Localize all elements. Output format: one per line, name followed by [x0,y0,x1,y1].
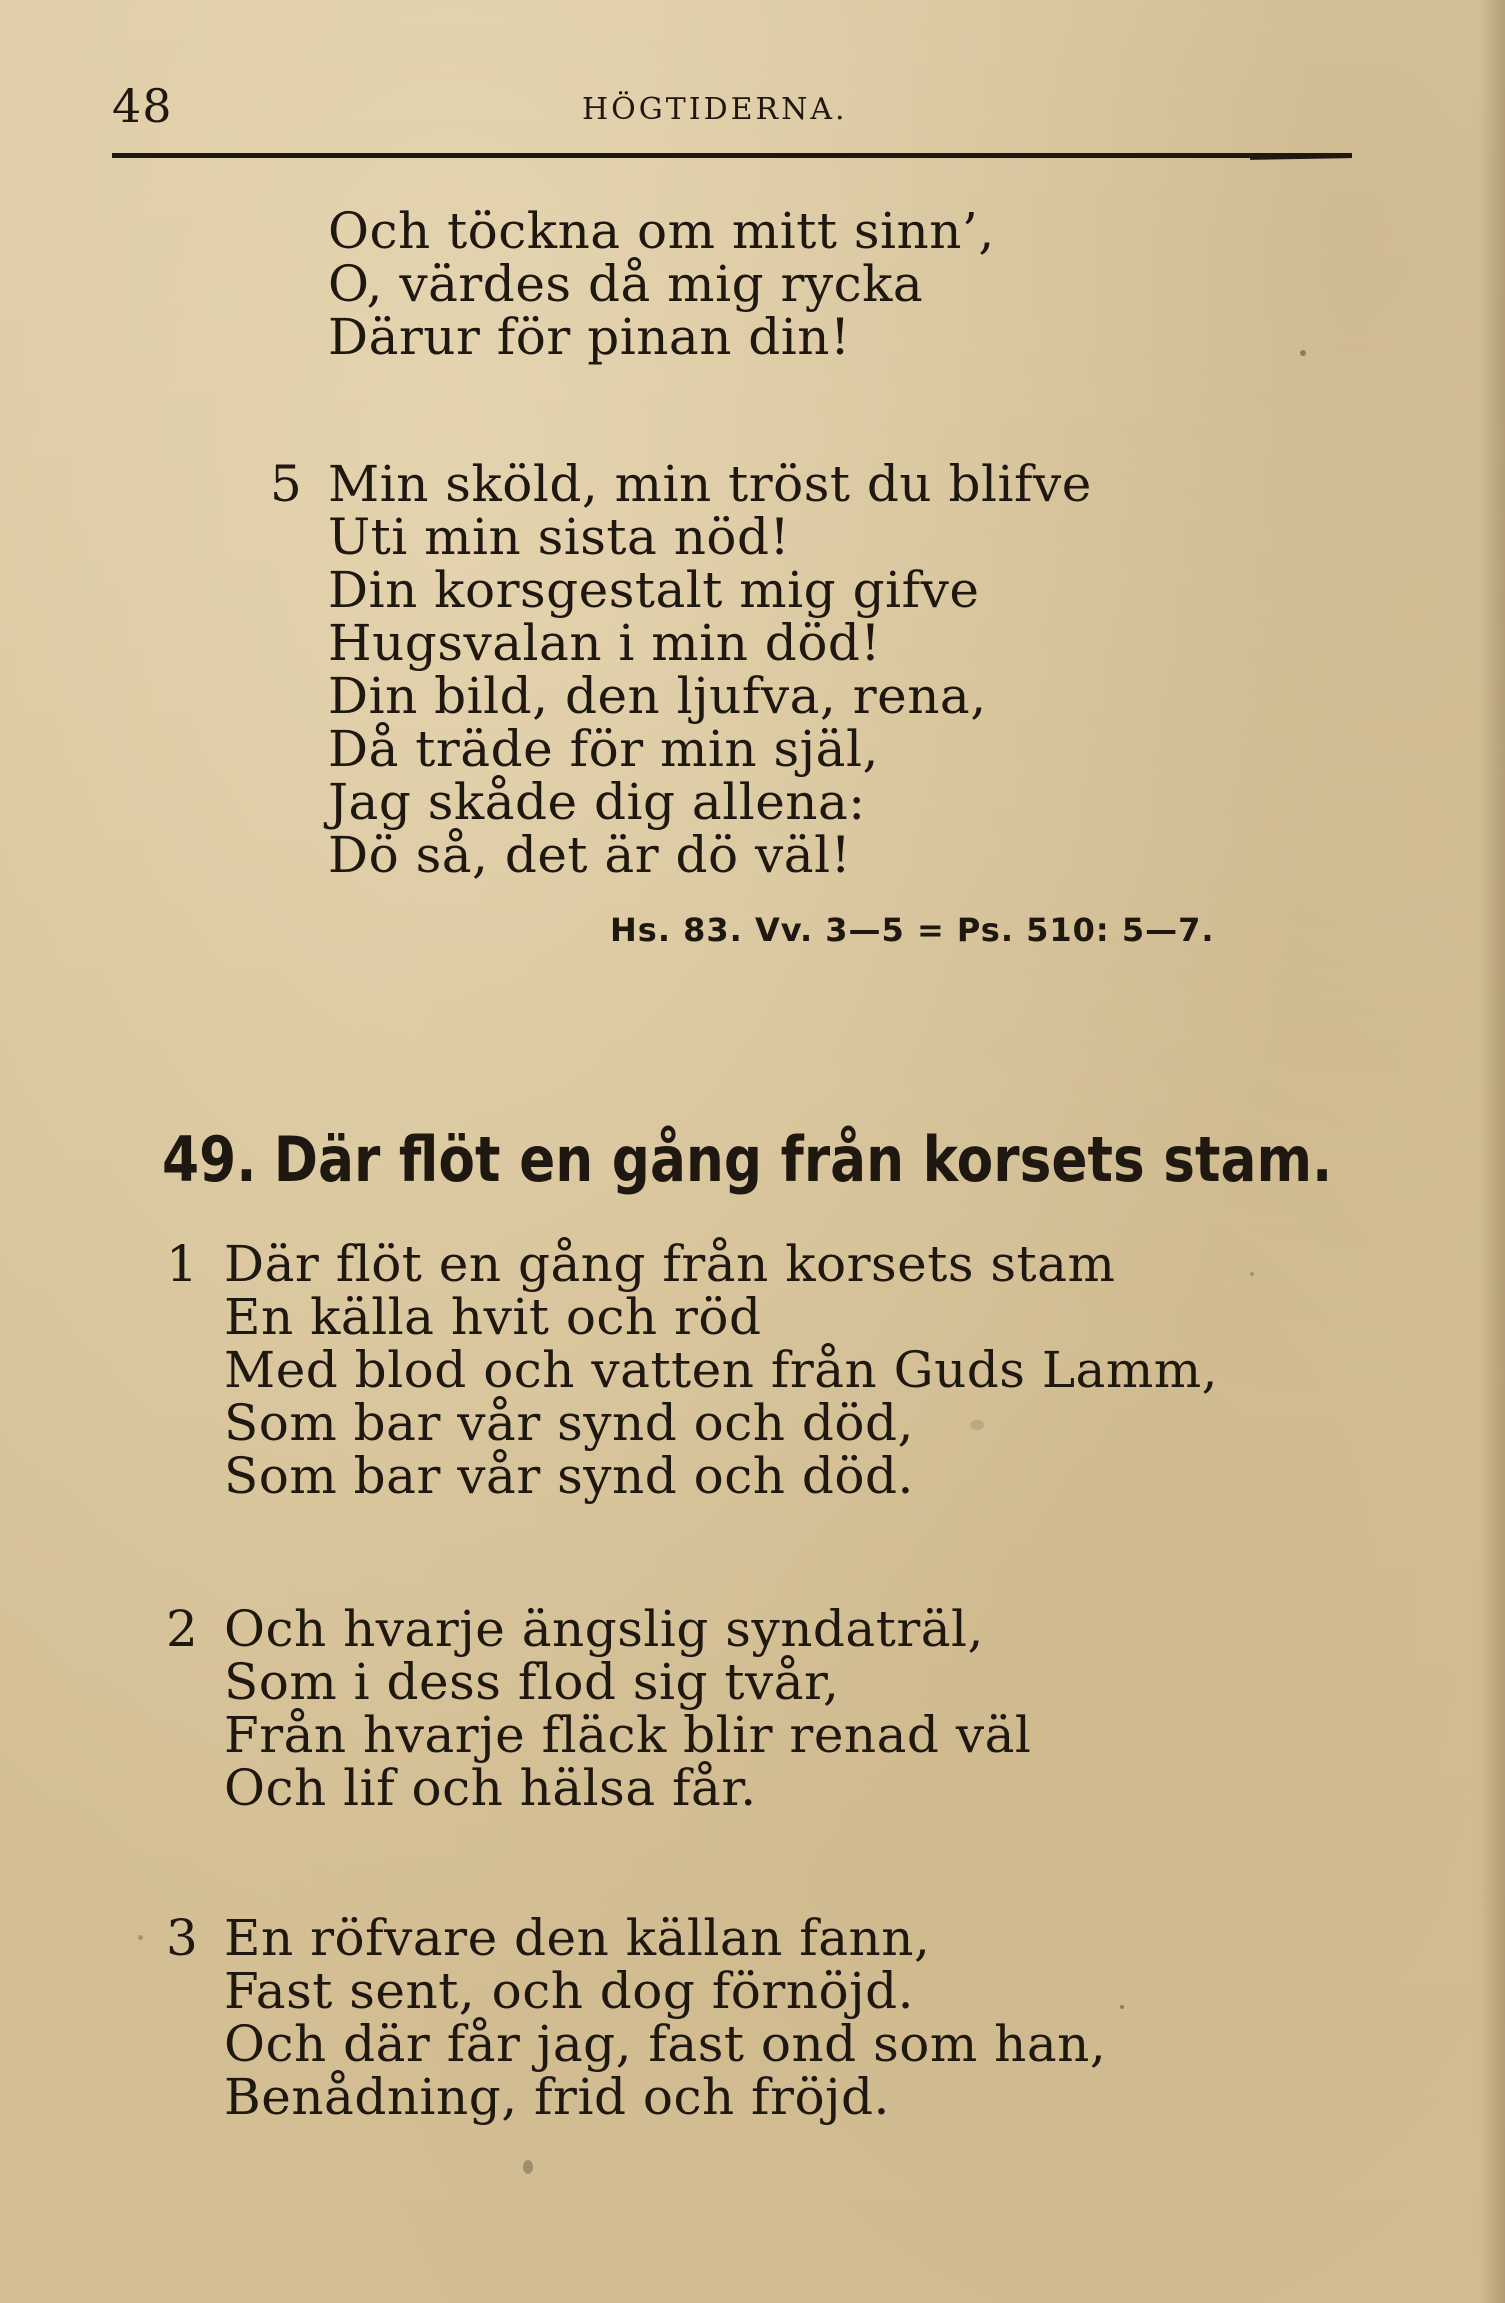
hymn-title [162,1122,1332,1198]
stanza-number: 2 [166,1600,199,1658]
verse-line: Din korsgestalt mig gifve [328,561,980,619]
stanza-number: 1 [166,1235,199,1293]
verse-line: Och hvarje ängslig syndaträl, [224,1600,984,1658]
verse-line: Uti min sista nöd! [328,508,791,566]
verse-line: Där flöt en gång från korsets stam [224,1235,1116,1293]
verse-line: En röfvare den källan fann, [224,1909,931,1967]
hymn-reference: Hs. 83. Vv. 3—5 = Ps. 510: 5—7. [610,911,1215,949]
paper-speck [138,1935,143,1940]
paper-speck [1300,350,1306,356]
page-number: 48 [112,79,173,133]
verse-line: Som bar vår synd och död. [224,1447,914,1505]
page-header [112,78,1352,138]
hymn-stanza-1 [166,1235,1219,1505]
paper-speck [1120,2005,1124,2009]
verse-line: Och där får jag, fast ond som han, [224,2015,1107,2073]
verse-line: En källa hvit och röd [224,1288,762,1346]
stanza-number: 5 [270,455,303,513]
verse-line: Då träde för min själ, [328,720,879,778]
verse-line: Från hvarje fläck blir renad väl [224,1706,1032,1764]
page-edge-shadow [1479,0,1505,2303]
stanza-number: 3 [166,1909,199,1967]
verse-line: Som i dess flod sig tvår, [224,1653,840,1711]
previous-hymn-stanza-5 [270,455,1092,884]
hymn-stanza-2 [166,1600,1032,1817]
hymn-title-text: Där flöt en gång från korsets stam. [273,1123,1333,1196]
verse-line: Med blod och vatten från Guds Lamm, [224,1341,1219,1399]
running-head: HÖGTIDERNA. [582,92,848,127]
verse-line: Fast sent, och dog förnöjd. [224,1962,915,2020]
paper-speck [970,1420,984,1430]
verse-line: Som bar vår synd och död, [224,1394,914,1452]
verse-line: Benådning, frid och fröjd. [224,2068,890,2126]
verse-line: Jag skåde dig allena: [328,773,866,831]
verse-line: Därur för pinan din! [328,308,851,366]
previous-hymn-stanza-4-end [328,202,995,366]
header-rule [112,153,1352,158]
verse-line: Dö så, det är dö väl! [328,826,852,884]
hymn-stanza-3 [166,1909,1107,2126]
paper-speck [1250,1272,1254,1276]
verse-line: Och lif och hälsa får. [224,1759,757,1817]
verse-line: Hugsvalan i min död! [328,614,882,672]
paper-speck [523,2160,533,2174]
verse-line: O, värdes då mig rycka [328,255,924,313]
verse-line: Min sköld, min tröst du blifve [328,455,1092,513]
verse-line: Din bild, den ljufva, rena, [328,667,987,725]
hymn-number: 49. [162,1123,257,1196]
header-rule-tail [1250,153,1350,160]
verse-line: Och töckna om mitt sinn’, [328,202,995,260]
